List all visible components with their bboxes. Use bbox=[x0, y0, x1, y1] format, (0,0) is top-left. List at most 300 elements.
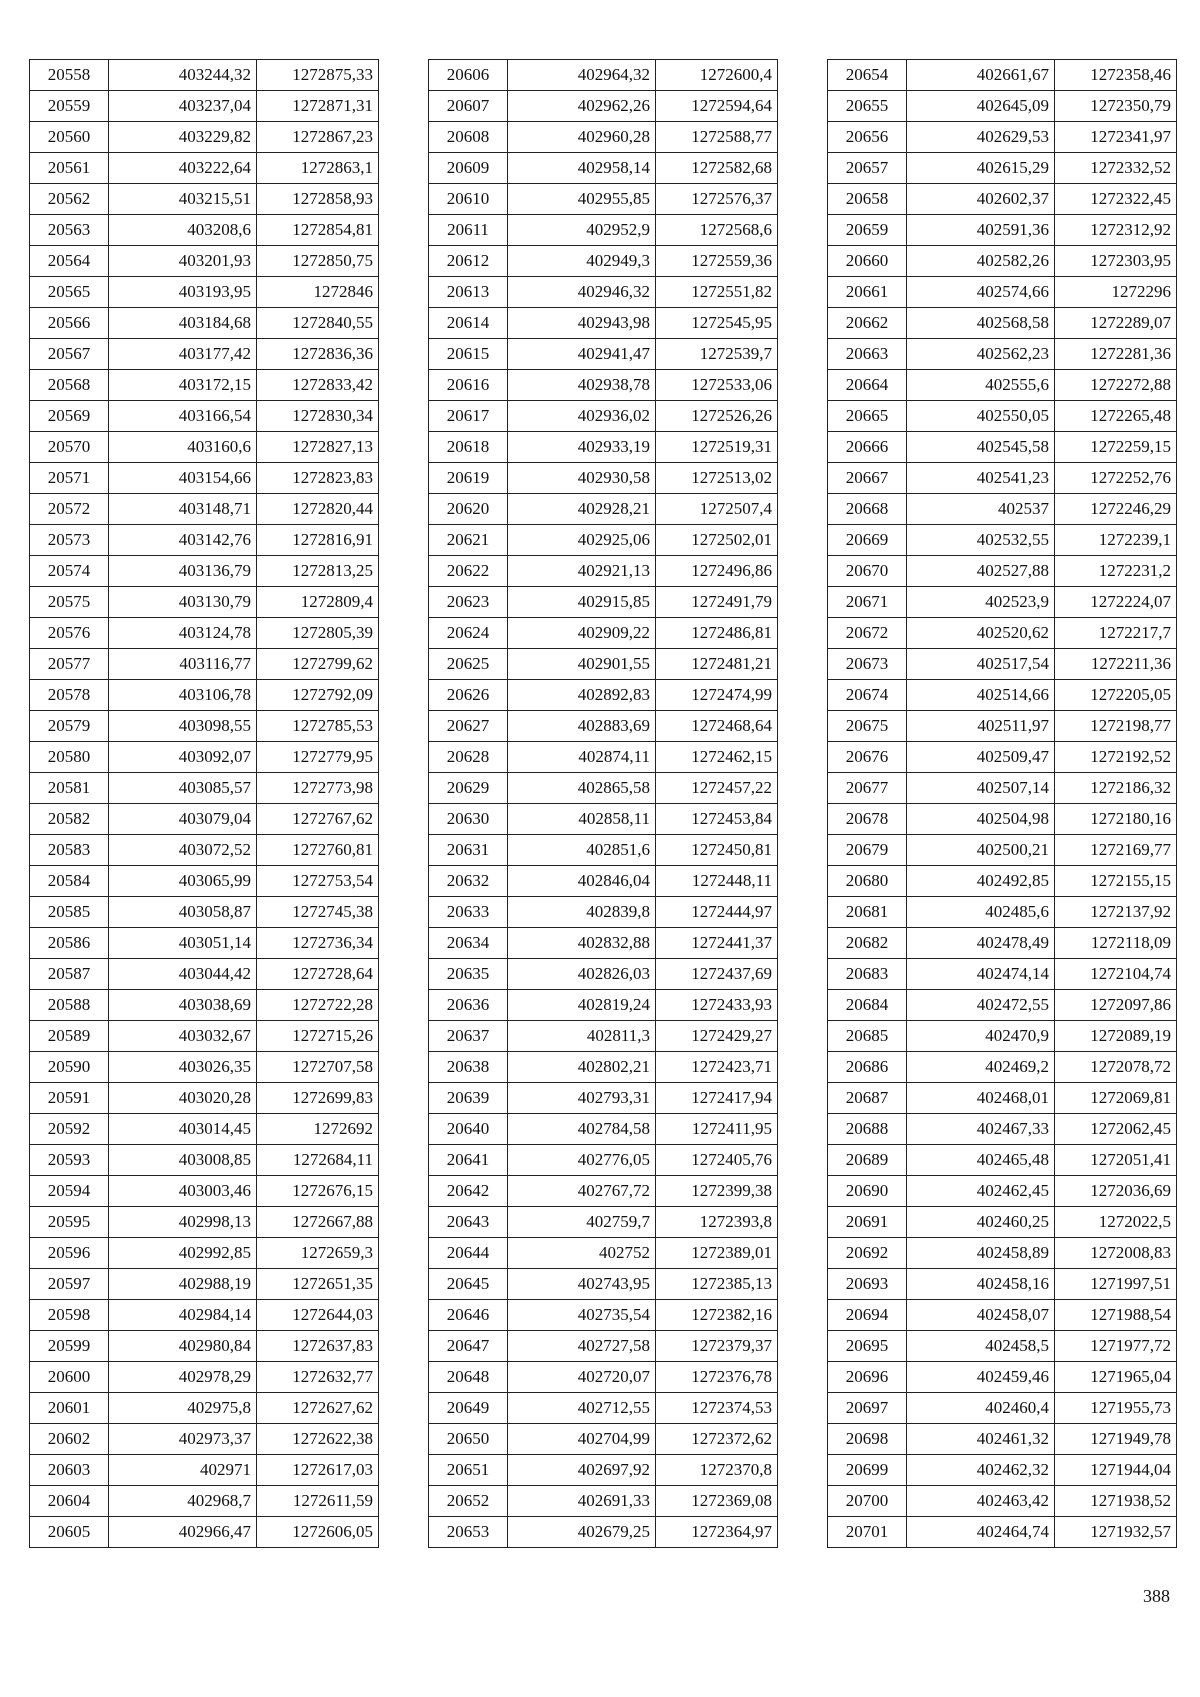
point-id-cell: 20666 bbox=[828, 432, 907, 463]
point-id-cell: 20655 bbox=[828, 91, 907, 122]
y-coordinate-cell: 1272600,4 bbox=[656, 60, 778, 91]
point-id-cell: 20699 bbox=[828, 1455, 907, 1486]
x-coordinate-cell: 402602,37 bbox=[907, 184, 1055, 215]
table-row bbox=[30, 1486, 379, 1517]
point-id-cell: 20617 bbox=[429, 401, 508, 432]
point-id-cell: 20572 bbox=[30, 494, 109, 525]
point-id-cell: 20564 bbox=[30, 246, 109, 277]
x-coordinate-cell: 403184,68 bbox=[109, 308, 257, 339]
y-coordinate-cell: 1272526,26 bbox=[656, 401, 778, 432]
x-coordinate-cell: 402458,07 bbox=[907, 1300, 1055, 1331]
y-coordinate-cell: 1272382,16 bbox=[656, 1300, 778, 1331]
point-id-cell: 20639 bbox=[429, 1083, 508, 1114]
table-row bbox=[828, 153, 1177, 184]
coordinate-table-2 bbox=[428, 59, 778, 1548]
table-row bbox=[429, 897, 778, 928]
table-row bbox=[429, 804, 778, 835]
point-id-cell: 20689 bbox=[828, 1145, 907, 1176]
table-row bbox=[828, 1393, 1177, 1424]
y-coordinate-cell: 1271949,78 bbox=[1055, 1424, 1177, 1455]
point-id-cell: 20601 bbox=[30, 1393, 109, 1424]
y-coordinate-cell: 1272376,78 bbox=[656, 1362, 778, 1393]
point-id-cell: 20628 bbox=[429, 742, 508, 773]
table-row bbox=[30, 587, 379, 618]
y-coordinate-cell: 1272169,77 bbox=[1055, 835, 1177, 866]
point-id-cell: 20589 bbox=[30, 1021, 109, 1052]
y-coordinate-cell: 1272022,5 bbox=[1055, 1207, 1177, 1238]
x-coordinate-cell: 403160,6 bbox=[109, 432, 257, 463]
x-coordinate-cell: 402735,54 bbox=[508, 1300, 656, 1331]
y-coordinate-cell: 1272104,74 bbox=[1055, 959, 1177, 990]
coordinate-table-body bbox=[828, 60, 1177, 1548]
y-coordinate-cell: 1272051,41 bbox=[1055, 1145, 1177, 1176]
point-id-cell: 20669 bbox=[828, 525, 907, 556]
y-coordinate-cell: 1271997,51 bbox=[1055, 1269, 1177, 1300]
y-coordinate-cell: 1272745,38 bbox=[257, 897, 379, 928]
y-coordinate-cell: 1272069,81 bbox=[1055, 1083, 1177, 1114]
point-id-cell: 20687 bbox=[828, 1083, 907, 1114]
y-coordinate-cell: 1272433,93 bbox=[656, 990, 778, 1021]
table-row bbox=[30, 618, 379, 649]
table-row bbox=[828, 494, 1177, 525]
point-id-cell: 20662 bbox=[828, 308, 907, 339]
table-row bbox=[30, 60, 379, 91]
table-row bbox=[429, 370, 778, 401]
y-coordinate-cell: 1272854,81 bbox=[257, 215, 379, 246]
point-id-cell: 20573 bbox=[30, 525, 109, 556]
table-row bbox=[828, 463, 1177, 494]
table-row bbox=[828, 959, 1177, 990]
y-coordinate-cell: 1272379,37 bbox=[656, 1331, 778, 1362]
point-id-cell: 20606 bbox=[429, 60, 508, 91]
y-coordinate-cell: 1271977,72 bbox=[1055, 1331, 1177, 1362]
y-coordinate-cell: 1272539,7 bbox=[656, 339, 778, 370]
point-id-cell: 20596 bbox=[30, 1238, 109, 1269]
table-row bbox=[828, 1362, 1177, 1393]
x-coordinate-cell: 402858,11 bbox=[508, 804, 656, 835]
y-coordinate-cell: 1272867,23 bbox=[257, 122, 379, 153]
x-coordinate-cell: 403072,52 bbox=[109, 835, 257, 866]
x-coordinate-cell: 402463,42 bbox=[907, 1486, 1055, 1517]
x-coordinate-cell: 402485,6 bbox=[907, 897, 1055, 928]
x-coordinate-cell: 402517,54 bbox=[907, 649, 1055, 680]
point-id-cell: 20615 bbox=[429, 339, 508, 370]
point-id-cell: 20627 bbox=[429, 711, 508, 742]
table-row bbox=[30, 711, 379, 742]
x-coordinate-cell: 403051,14 bbox=[109, 928, 257, 959]
y-coordinate-cell: 1272840,55 bbox=[257, 308, 379, 339]
y-coordinate-cell: 1272358,46 bbox=[1055, 60, 1177, 91]
x-coordinate-cell: 402492,85 bbox=[907, 866, 1055, 897]
y-coordinate-cell: 1272036,69 bbox=[1055, 1176, 1177, 1207]
point-id-cell: 20679 bbox=[828, 835, 907, 866]
table-row bbox=[429, 1207, 778, 1238]
x-coordinate-cell: 403085,57 bbox=[109, 773, 257, 804]
x-coordinate-cell: 403065,99 bbox=[109, 866, 257, 897]
point-id-cell: 20565 bbox=[30, 277, 109, 308]
x-coordinate-cell: 402928,21 bbox=[508, 494, 656, 525]
x-coordinate-cell: 402458,5 bbox=[907, 1331, 1055, 1362]
y-coordinate-cell: 1272507,4 bbox=[656, 494, 778, 525]
x-coordinate-cell: 402661,67 bbox=[907, 60, 1055, 91]
table-row bbox=[429, 959, 778, 990]
y-coordinate-cell: 1272760,81 bbox=[257, 835, 379, 866]
table-row bbox=[429, 246, 778, 277]
y-coordinate-cell: 1272192,52 bbox=[1055, 742, 1177, 773]
table-row bbox=[30, 556, 379, 587]
point-id-cell: 20694 bbox=[828, 1300, 907, 1331]
point-id-cell: 20610 bbox=[429, 184, 508, 215]
x-coordinate-cell: 402691,33 bbox=[508, 1486, 656, 1517]
y-coordinate-cell: 1272809,4 bbox=[257, 587, 379, 618]
point-id-cell: 20652 bbox=[429, 1486, 508, 1517]
x-coordinate-cell: 402883,69 bbox=[508, 711, 656, 742]
table-row bbox=[828, 1176, 1177, 1207]
point-id-cell: 20560 bbox=[30, 122, 109, 153]
table-row bbox=[429, 525, 778, 556]
point-id-cell: 20688 bbox=[828, 1114, 907, 1145]
table-row bbox=[429, 215, 778, 246]
x-coordinate-cell: 403177,42 bbox=[109, 339, 257, 370]
table-row bbox=[429, 1052, 778, 1083]
y-coordinate-cell: 1272450,81 bbox=[656, 835, 778, 866]
y-coordinate-cell: 1272753,54 bbox=[257, 866, 379, 897]
x-coordinate-cell: 402470,9 bbox=[907, 1021, 1055, 1052]
point-id-cell: 20663 bbox=[828, 339, 907, 370]
y-coordinate-cell: 1272137,92 bbox=[1055, 897, 1177, 928]
table-row bbox=[429, 401, 778, 432]
x-coordinate-cell: 402591,36 bbox=[907, 215, 1055, 246]
x-coordinate-cell: 402615,29 bbox=[907, 153, 1055, 184]
y-coordinate-cell: 1272393,8 bbox=[656, 1207, 778, 1238]
table-row bbox=[429, 866, 778, 897]
point-id-cell: 20670 bbox=[828, 556, 907, 587]
y-coordinate-cell: 1272180,16 bbox=[1055, 804, 1177, 835]
y-coordinate-cell: 1272805,39 bbox=[257, 618, 379, 649]
x-coordinate-cell: 402958,14 bbox=[508, 153, 656, 184]
table-row bbox=[30, 990, 379, 1021]
y-coordinate-cell: 1272385,13 bbox=[656, 1269, 778, 1300]
y-coordinate-cell: 1272423,71 bbox=[656, 1052, 778, 1083]
y-coordinate-cell: 1272448,11 bbox=[656, 866, 778, 897]
table-row bbox=[828, 122, 1177, 153]
point-id-cell: 20653 bbox=[429, 1517, 508, 1548]
point-id-cell: 20586 bbox=[30, 928, 109, 959]
y-coordinate-cell: 1272008,83 bbox=[1055, 1238, 1177, 1269]
point-id-cell: 20597 bbox=[30, 1269, 109, 1300]
x-coordinate-cell: 403148,71 bbox=[109, 494, 257, 525]
x-coordinate-cell: 402537 bbox=[907, 494, 1055, 525]
table-row bbox=[828, 742, 1177, 773]
table-row bbox=[828, 339, 1177, 370]
point-id-cell: 20562 bbox=[30, 184, 109, 215]
table-row bbox=[30, 1145, 379, 1176]
table-row bbox=[30, 1083, 379, 1114]
table-row bbox=[30, 432, 379, 463]
x-coordinate-cell: 402909,22 bbox=[508, 618, 656, 649]
point-id-cell: 20588 bbox=[30, 990, 109, 1021]
x-coordinate-cell: 402461,32 bbox=[907, 1424, 1055, 1455]
y-coordinate-cell: 1272205,05 bbox=[1055, 680, 1177, 711]
y-coordinate-cell: 1272231,2 bbox=[1055, 556, 1177, 587]
x-coordinate-cell: 403222,64 bbox=[109, 153, 257, 184]
point-id-cell: 20674 bbox=[828, 680, 907, 711]
y-coordinate-cell: 1272411,95 bbox=[656, 1114, 778, 1145]
y-coordinate-cell: 1272272,88 bbox=[1055, 370, 1177, 401]
x-coordinate-cell: 402474,14 bbox=[907, 959, 1055, 990]
point-id-cell: 20664 bbox=[828, 370, 907, 401]
y-coordinate-cell: 1272474,99 bbox=[656, 680, 778, 711]
point-id-cell: 20661 bbox=[828, 277, 907, 308]
y-coordinate-cell: 1272568,6 bbox=[656, 215, 778, 246]
y-coordinate-cell: 1272875,33 bbox=[257, 60, 379, 91]
point-id-cell: 20570 bbox=[30, 432, 109, 463]
point-id-cell: 20675 bbox=[828, 711, 907, 742]
table-row bbox=[828, 649, 1177, 680]
x-coordinate-cell: 402507,14 bbox=[907, 773, 1055, 804]
y-coordinate-cell: 1272374,53 bbox=[656, 1393, 778, 1424]
table-row bbox=[30, 742, 379, 773]
table-row bbox=[429, 463, 778, 494]
y-coordinate-cell: 1272611,59 bbox=[257, 1486, 379, 1517]
table-row bbox=[30, 122, 379, 153]
point-id-cell: 20667 bbox=[828, 463, 907, 494]
point-id-cell: 20603 bbox=[30, 1455, 109, 1486]
y-coordinate-cell: 1272722,28 bbox=[257, 990, 379, 1021]
point-id-cell: 20654 bbox=[828, 60, 907, 91]
y-coordinate-cell: 1272078,72 bbox=[1055, 1052, 1177, 1083]
point-id-cell: 20632 bbox=[429, 866, 508, 897]
y-coordinate-cell: 1272224,07 bbox=[1055, 587, 1177, 618]
table-row bbox=[828, 1455, 1177, 1486]
x-coordinate-cell: 402562,23 bbox=[907, 339, 1055, 370]
point-id-cell: 20579 bbox=[30, 711, 109, 742]
point-id-cell: 20672 bbox=[828, 618, 907, 649]
y-coordinate-cell: 1272372,62 bbox=[656, 1424, 778, 1455]
point-id-cell: 20608 bbox=[429, 122, 508, 153]
y-coordinate-cell: 1272850,75 bbox=[257, 246, 379, 277]
x-coordinate-cell: 402975,8 bbox=[109, 1393, 257, 1424]
y-coordinate-cell: 1272545,95 bbox=[656, 308, 778, 339]
page-number: 388 bbox=[1143, 1586, 1170, 1606]
x-coordinate-cell: 402704,99 bbox=[508, 1424, 656, 1455]
table-row bbox=[429, 1300, 778, 1331]
y-coordinate-cell: 1272217,7 bbox=[1055, 618, 1177, 649]
y-coordinate-cell: 1272186,32 bbox=[1055, 773, 1177, 804]
x-coordinate-cell: 402568,58 bbox=[907, 308, 1055, 339]
x-coordinate-cell: 402988,19 bbox=[109, 1269, 257, 1300]
point-id-cell: 20593 bbox=[30, 1145, 109, 1176]
y-coordinate-cell: 1272468,64 bbox=[656, 711, 778, 742]
y-coordinate-cell: 1272813,25 bbox=[257, 556, 379, 587]
table-row bbox=[429, 649, 778, 680]
y-coordinate-cell: 1272370,8 bbox=[656, 1455, 778, 1486]
point-id-cell: 20650 bbox=[429, 1424, 508, 1455]
y-coordinate-cell: 1272246,29 bbox=[1055, 494, 1177, 525]
y-coordinate-cell: 1271944,04 bbox=[1055, 1455, 1177, 1486]
x-coordinate-cell: 403098,55 bbox=[109, 711, 257, 742]
table-row bbox=[828, 866, 1177, 897]
point-id-cell: 20605 bbox=[30, 1517, 109, 1548]
y-coordinate-cell: 1272444,97 bbox=[656, 897, 778, 928]
x-coordinate-cell: 402865,58 bbox=[508, 773, 656, 804]
table-row bbox=[30, 649, 379, 680]
point-id-cell: 20638 bbox=[429, 1052, 508, 1083]
coordinate-table-body bbox=[429, 60, 778, 1548]
table-row bbox=[30, 1207, 379, 1238]
table-row bbox=[828, 370, 1177, 401]
point-id-cell: 20584 bbox=[30, 866, 109, 897]
table-row bbox=[828, 1083, 1177, 1114]
y-coordinate-cell: 1272779,95 bbox=[257, 742, 379, 773]
x-coordinate-cell: 402629,53 bbox=[907, 122, 1055, 153]
x-coordinate-cell: 403154,66 bbox=[109, 463, 257, 494]
x-coordinate-cell: 402998,13 bbox=[109, 1207, 257, 1238]
y-coordinate-cell: 1272637,83 bbox=[257, 1331, 379, 1362]
table-row bbox=[30, 184, 379, 215]
point-id-cell: 20576 bbox=[30, 618, 109, 649]
table-row bbox=[828, 618, 1177, 649]
table-row bbox=[30, 1021, 379, 1052]
x-coordinate-cell: 403058,87 bbox=[109, 897, 257, 928]
x-coordinate-cell: 402826,03 bbox=[508, 959, 656, 990]
y-coordinate-cell: 1272684,11 bbox=[257, 1145, 379, 1176]
point-id-cell: 20640 bbox=[429, 1114, 508, 1145]
point-id-cell: 20585 bbox=[30, 897, 109, 928]
x-coordinate-cell: 402941,47 bbox=[508, 339, 656, 370]
x-coordinate-cell: 402938,78 bbox=[508, 370, 656, 401]
point-id-cell: 20676 bbox=[828, 742, 907, 773]
point-id-cell: 20563 bbox=[30, 215, 109, 246]
y-coordinate-cell: 1271965,04 bbox=[1055, 1362, 1177, 1393]
x-coordinate-cell: 402500,21 bbox=[907, 835, 1055, 866]
x-coordinate-cell: 402478,49 bbox=[907, 928, 1055, 959]
table-row bbox=[828, 215, 1177, 246]
table-row bbox=[30, 1517, 379, 1548]
y-coordinate-cell: 1272491,79 bbox=[656, 587, 778, 618]
y-coordinate-cell: 1272341,97 bbox=[1055, 122, 1177, 153]
point-id-cell: 20574 bbox=[30, 556, 109, 587]
point-id-cell: 20680 bbox=[828, 866, 907, 897]
x-coordinate-cell: 402697,92 bbox=[508, 1455, 656, 1486]
coordinate-table-body bbox=[30, 60, 379, 1548]
table-row bbox=[429, 773, 778, 804]
table-row bbox=[30, 680, 379, 711]
x-coordinate-cell: 402550,05 bbox=[907, 401, 1055, 432]
table-row bbox=[30, 1331, 379, 1362]
y-coordinate-cell: 1272405,76 bbox=[656, 1145, 778, 1176]
y-coordinate-cell: 1272728,64 bbox=[257, 959, 379, 990]
point-id-cell: 20683 bbox=[828, 959, 907, 990]
y-coordinate-cell: 1272667,88 bbox=[257, 1207, 379, 1238]
point-id-cell: 20696 bbox=[828, 1362, 907, 1393]
table-row bbox=[30, 1362, 379, 1393]
y-coordinate-cell: 1272871,31 bbox=[257, 91, 379, 122]
table-row bbox=[30, 91, 379, 122]
point-id-cell: 20695 bbox=[828, 1331, 907, 1362]
table-row bbox=[429, 494, 778, 525]
y-coordinate-cell: 1272437,69 bbox=[656, 959, 778, 990]
point-id-cell: 20656 bbox=[828, 122, 907, 153]
x-coordinate-cell: 402980,84 bbox=[109, 1331, 257, 1362]
x-coordinate-cell: 402504,98 bbox=[907, 804, 1055, 835]
x-coordinate-cell: 402973,37 bbox=[109, 1424, 257, 1455]
table-row bbox=[30, 308, 379, 339]
y-coordinate-cell: 1272155,15 bbox=[1055, 866, 1177, 897]
point-id-cell: 20600 bbox=[30, 1362, 109, 1393]
x-coordinate-cell: 402776,05 bbox=[508, 1145, 656, 1176]
table-row bbox=[429, 587, 778, 618]
x-coordinate-cell: 402930,58 bbox=[508, 463, 656, 494]
y-coordinate-cell: 1272312,92 bbox=[1055, 215, 1177, 246]
table-row bbox=[828, 1052, 1177, 1083]
x-coordinate-cell: 402759,7 bbox=[508, 1207, 656, 1238]
point-id-cell: 20558 bbox=[30, 60, 109, 91]
x-coordinate-cell: 403237,04 bbox=[109, 91, 257, 122]
table-row bbox=[30, 494, 379, 525]
table-row bbox=[828, 401, 1177, 432]
y-coordinate-cell: 1272707,58 bbox=[257, 1052, 379, 1083]
table-row bbox=[828, 1269, 1177, 1300]
x-coordinate-cell: 402541,23 bbox=[907, 463, 1055, 494]
y-coordinate-cell: 1272296 bbox=[1055, 277, 1177, 308]
y-coordinate-cell: 1272773,98 bbox=[257, 773, 379, 804]
table-row bbox=[429, 711, 778, 742]
point-id-cell: 20598 bbox=[30, 1300, 109, 1331]
x-coordinate-cell: 402545,58 bbox=[907, 432, 1055, 463]
table-row bbox=[828, 990, 1177, 1021]
x-coordinate-cell: 402925,06 bbox=[508, 525, 656, 556]
y-coordinate-cell: 1272303,95 bbox=[1055, 246, 1177, 277]
x-coordinate-cell: 402943,98 bbox=[508, 308, 656, 339]
table-row bbox=[828, 277, 1177, 308]
table-row bbox=[429, 339, 778, 370]
point-id-cell: 20623 bbox=[429, 587, 508, 618]
x-coordinate-cell: 402978,29 bbox=[109, 1362, 257, 1393]
table-row bbox=[30, 1238, 379, 1269]
point-id-cell: 20678 bbox=[828, 804, 907, 835]
x-coordinate-cell: 402915,85 bbox=[508, 587, 656, 618]
table-row bbox=[828, 1021, 1177, 1052]
y-coordinate-cell: 1272097,86 bbox=[1055, 990, 1177, 1021]
table-row bbox=[30, 1052, 379, 1083]
y-coordinate-cell: 1272441,37 bbox=[656, 928, 778, 959]
point-id-cell: 20590 bbox=[30, 1052, 109, 1083]
table-row bbox=[828, 897, 1177, 928]
y-coordinate-cell: 1272496,86 bbox=[656, 556, 778, 587]
table-row bbox=[828, 1114, 1177, 1145]
table-row bbox=[429, 1114, 778, 1145]
x-coordinate-cell: 402851,6 bbox=[508, 835, 656, 866]
y-coordinate-cell: 1272118,09 bbox=[1055, 928, 1177, 959]
point-id-cell: 20591 bbox=[30, 1083, 109, 1114]
point-id-cell: 20567 bbox=[30, 339, 109, 370]
point-id-cell: 20658 bbox=[828, 184, 907, 215]
x-coordinate-cell: 402574,66 bbox=[907, 277, 1055, 308]
table-row bbox=[429, 432, 778, 463]
point-id-cell: 20660 bbox=[828, 246, 907, 277]
point-id-cell: 20647 bbox=[429, 1331, 508, 1362]
point-id-cell: 20602 bbox=[30, 1424, 109, 1455]
point-id-cell: 20657 bbox=[828, 153, 907, 184]
y-coordinate-cell: 1272863,1 bbox=[257, 153, 379, 184]
x-coordinate-cell: 403201,93 bbox=[109, 246, 257, 277]
x-coordinate-cell: 402962,26 bbox=[508, 91, 656, 122]
point-id-cell: 20626 bbox=[429, 680, 508, 711]
x-coordinate-cell: 403079,04 bbox=[109, 804, 257, 835]
point-id-cell: 20701 bbox=[828, 1517, 907, 1548]
y-coordinate-cell: 1272559,36 bbox=[656, 246, 778, 277]
